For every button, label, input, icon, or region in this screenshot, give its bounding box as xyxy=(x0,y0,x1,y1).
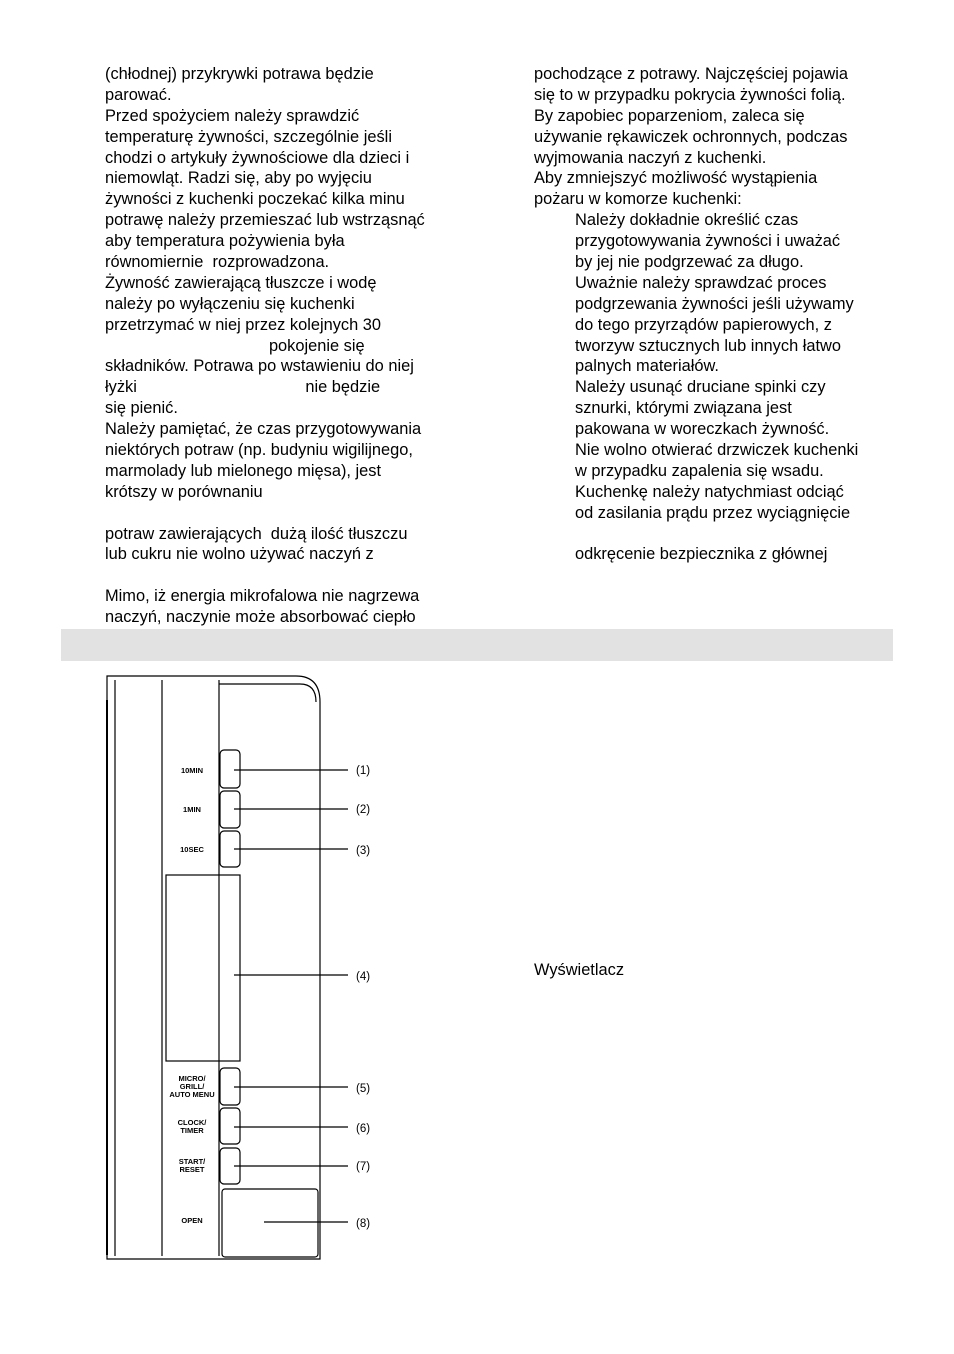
text-line: należy po wyłączeniu się kuchenki xyxy=(105,294,355,313)
text-line: od zasilania prądu przez wyciągnięcie xyxy=(575,503,851,522)
text-line: podgrzewania żywności jeśli używamy xyxy=(575,294,854,313)
label-start-1: START/ xyxy=(178,1157,206,1166)
label-micro-1: MICRO/ xyxy=(178,1074,206,1083)
text-line: By zapobiec poparzeniom, zaleca się xyxy=(534,106,805,125)
label-micro-2: GRILL/ xyxy=(179,1082,205,1091)
text-line: lub cukru nie wolno używać naczyń z xyxy=(105,545,374,564)
text-line: składników. Potrawa po wstawieniu do niej xyxy=(105,357,414,376)
text-line: pokojenie się xyxy=(105,336,365,355)
text-line: Uważnie należy sprawdzać proces xyxy=(575,273,827,292)
text-line: potrawę należy przemieszać lub wstrząsnąć xyxy=(105,211,425,230)
text-line: by jej nie podgrzewać za długo. xyxy=(575,253,804,272)
text-line: Aby zmniejszyć możliwość wystąpienia xyxy=(534,169,818,188)
text-line: naczyń, naczynie może absorbować ciepło xyxy=(105,608,416,627)
text-line: się to w przypadku pokrycia żywności folią. xyxy=(534,85,846,104)
text-line: Należy dokładnie określić czas xyxy=(575,211,799,230)
text-line: pochodzące z potrawy. Najczęściej pojawia xyxy=(534,65,849,83)
text-line: Nie wolno otwierać drzwiczek kuchenki xyxy=(575,441,859,460)
display-label: Wyświetlacz xyxy=(534,961,625,979)
label-10sec: 10SEC xyxy=(180,845,204,854)
text-line: potraw zawierających dużą ilość tłuszczu xyxy=(105,524,408,543)
callout-5: (5) xyxy=(356,1083,371,1095)
text-line: wyjmowania naczyń z kuchenki. xyxy=(534,148,767,167)
panel-top-inner xyxy=(219,684,316,702)
button-clock-timer xyxy=(220,1108,240,1144)
text-line: przetrzymać w niej przez kolejnych 30 xyxy=(105,315,382,334)
text-line: tworzyw sztucznych lub innych łatwo xyxy=(575,336,841,355)
text-line: temperaturę żywności, szczególnie jeśli xyxy=(105,127,392,146)
label-10min: 10MIN xyxy=(180,766,204,775)
callout-8: (8) xyxy=(356,1218,371,1230)
text-line: niektórych potraw (np. budyniu wigilijnego, xyxy=(105,441,413,460)
callout-7: (7) xyxy=(356,1161,371,1173)
text-line: przygotowywania żywności i uważać xyxy=(575,232,841,251)
text-line: pakowana w woreczkach żywność. xyxy=(575,420,830,439)
text-line: aby temperatura pożywienia była xyxy=(105,232,345,251)
button-10min xyxy=(220,750,240,788)
text-line: się pienić. xyxy=(105,399,178,418)
text-line: równomiernie rozprowadzona. xyxy=(105,253,330,272)
label-clock-2: TIMER xyxy=(180,1126,204,1135)
text-line: żywności z kuchenki poczekać kilka minu xyxy=(105,190,405,209)
callout-6: (6) xyxy=(356,1123,371,1135)
label-micro-3: AUTO MENU xyxy=(169,1090,215,1099)
text-line: Należy usunąć druciane spinki czy xyxy=(575,378,826,397)
button-open xyxy=(222,1189,318,1257)
text-line: (chłodnej) przykrywki potrawa będzie xyxy=(105,65,374,83)
text-line: niemowląt. Radzi się, aby po wyjęciu xyxy=(105,169,372,188)
label-clock-1: CLOCK/ xyxy=(177,1118,207,1127)
text-line: Żywność zawierającą tłuszcze i wodę xyxy=(105,273,377,292)
text-line: krótszy w porównaniu xyxy=(105,482,263,501)
text-line: odkręcenie bezpiecznika z głównej xyxy=(575,545,828,564)
panel-outline xyxy=(107,676,320,1259)
label-start-2: RESET xyxy=(179,1165,205,1174)
text-line: chodzi o artykuły żywnościowe dla dzieci i xyxy=(105,148,410,167)
display-window xyxy=(166,875,240,1061)
label-1min: 1MIN xyxy=(183,805,201,814)
text-line: Kuchenkę należy natychmiast odciąć xyxy=(575,482,844,501)
callout-3: (3) xyxy=(356,845,371,857)
text-line: używanie rękawiczek ochronnych, podczas xyxy=(534,127,848,146)
text-line: parować. xyxy=(105,85,172,104)
callout-4: (4) xyxy=(356,971,371,983)
text-line: marmolady lub mielonego mięsa), jest xyxy=(105,461,382,480)
text-line: sznurki, którymi związana jest xyxy=(575,399,792,418)
text-line: Mimo, iż energia mikrofalowa nie nagrzewa xyxy=(105,587,420,606)
text-line: palnych materiałów. xyxy=(575,357,719,376)
text-line: Przed spożyciem należy sprawdzić xyxy=(105,106,360,125)
text-line: Należy pamiętać, że czas przygotowywania xyxy=(105,420,422,439)
callout-1: (1) xyxy=(356,765,371,777)
text-line: w przypadku zapalenia się wsadu. xyxy=(575,461,824,480)
label-open: OPEN xyxy=(181,1216,203,1225)
callout-2: (2) xyxy=(356,804,371,816)
text-line: do tego przyrządów papierowych, z xyxy=(575,315,832,334)
text-line: łyżki nie będzie xyxy=(105,378,381,397)
text-line: pożaru w komorze kuchenki: xyxy=(534,190,742,209)
